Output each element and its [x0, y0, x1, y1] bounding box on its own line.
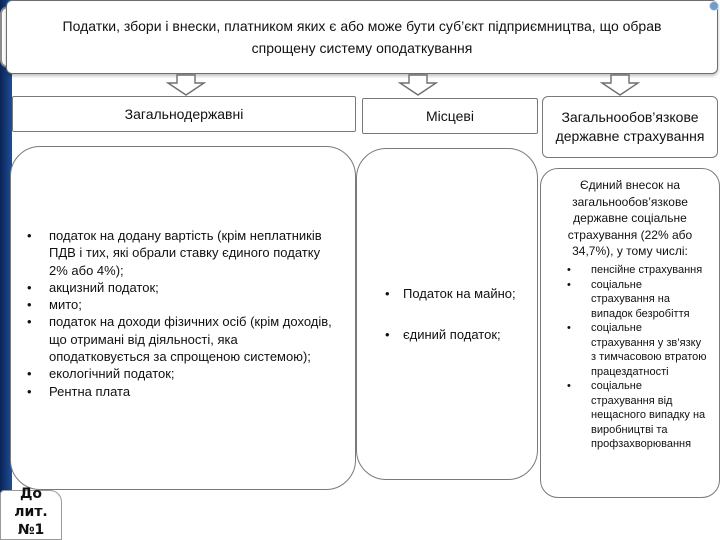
appendix-link-line1: До лит.	[14, 486, 48, 520]
local-taxes-box	[356, 148, 538, 480]
state-taxes-box	[10, 146, 356, 490]
bullet-icon: •	[27, 279, 32, 295]
insurance-lead-text: Єдиний внесок на загальнообов’язкове державне соціальне страхування (22% або 34,7%), у тому числі:	[567, 178, 693, 259]
bullet-icon: •	[567, 380, 571, 392]
bullet-icon: •	[567, 264, 571, 276]
list-item	[27, 296, 339, 313]
column-title-box-state	[12, 96, 356, 132]
bullet-icon: •	[27, 314, 32, 330]
bullet-icon: •	[27, 297, 32, 313]
arrow-down-icon-2	[398, 74, 438, 96]
local-taxes-list	[385, 285, 531, 367]
list-item	[27, 279, 339, 296]
list-item-text: мито;	[49, 297, 82, 313]
column-title-local: Місцеві	[426, 108, 474, 124]
list-item	[385, 285, 531, 302]
bullet-icon: •	[567, 278, 571, 291]
state-taxes-list	[27, 227, 339, 400]
corner-knob-icon	[708, 0, 720, 12]
list-item	[567, 379, 707, 452]
bullet-icon: •	[27, 228, 32, 243]
list-item-text: податок на доходи фізичних осіб (крім доходів, що отримані від діяльності, яка оподатковується за спрощеною системою);	[49, 314, 332, 365]
list-item-text: пенсійне страхування	[591, 264, 703, 276]
list-item-text: податок на додану вартість (крім неплатників ПДВ і тих, які обрали ставку єдиного податку 2% або 4%);	[49, 228, 322, 278]
diagram-title-box	[6, 0, 718, 74]
list-item-text: акцизний податок;	[49, 279, 159, 295]
list-item-text: соціальне страхування на випадок безробіття	[591, 278, 690, 320]
list-item	[567, 321, 707, 379]
bullet-icon: •	[385, 327, 390, 342]
appendix-link-badge[interactable]	[0, 486, 62, 540]
arrow-down-icon-3	[600, 74, 640, 96]
list-item	[27, 383, 339, 400]
appendix-link-line2: №1	[17, 522, 45, 538]
list-item	[567, 278, 707, 322]
column-title-insurance: Загальнообов’язкове державне страхування	[555, 109, 705, 144]
list-item	[385, 326, 531, 343]
bullet-icon: •	[27, 383, 32, 399]
list-item-text: Податок на майно;	[403, 286, 516, 301]
list-item-text: Рентна плата	[49, 383, 131, 399]
arrow-down-icon-1	[166, 74, 206, 96]
column-title-box-local	[362, 98, 538, 134]
list-item	[567, 263, 707, 278]
insurance-box	[540, 168, 720, 498]
list-item-text: соціальне страхування від нещасного випадку на виробництві та профзахворювання	[591, 380, 706, 450]
bullet-icon: •	[567, 322, 571, 334]
list-item-text: екологічний податок;	[49, 366, 175, 382]
list-item-text: соціальне страхування у зв’язку з тимчасовою втратою працездатності	[591, 322, 707, 378]
diagram-title: Податки, збори і внески, платником яких є або може бути суб’єкт підприємництва, що обрав спрощену систему оподаткування	[62, 18, 662, 56]
column-title-state: Загальнодержавні	[124, 106, 244, 122]
list-item	[27, 313, 339, 365]
list-item-text: єдиний податок;	[403, 327, 501, 342]
insurance-list	[567, 263, 707, 452]
bullet-icon: •	[385, 286, 390, 301]
bullet-icon: •	[27, 366, 32, 382]
list-item	[27, 365, 339, 382]
column-title-box-insurance	[542, 96, 718, 158]
list-item	[27, 227, 339, 279]
